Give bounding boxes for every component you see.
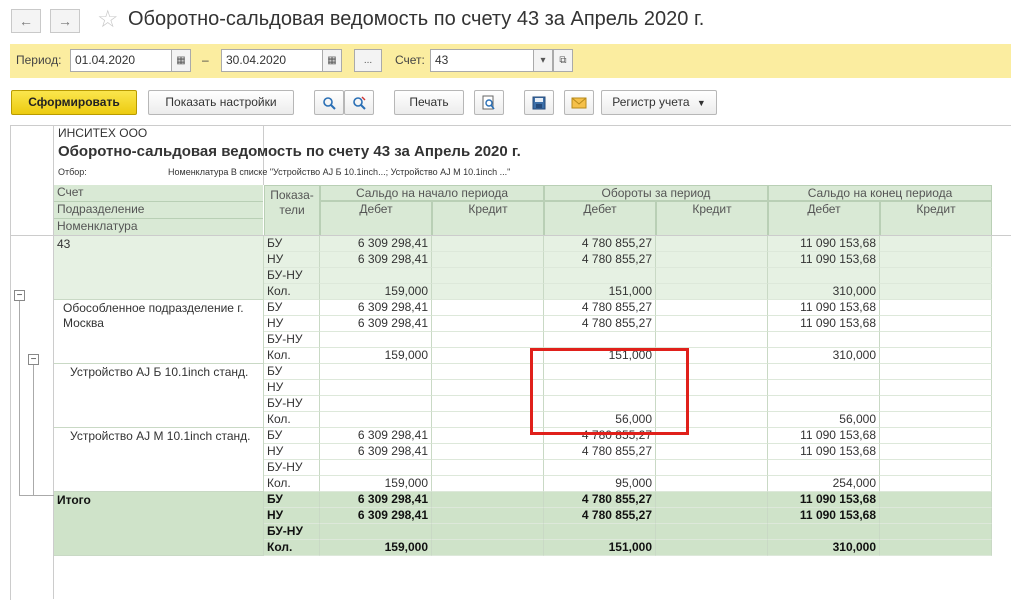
back-arrow-icon: ← — [19, 13, 33, 29]
indicator-cell: БУ — [264, 492, 320, 508]
value-cell — [880, 332, 992, 348]
value-cell — [320, 268, 432, 284]
value-cell: 4 780 855,27 — [544, 492, 656, 508]
value-cell: 6 309 298,41 — [320, 428, 432, 444]
show-settings-button[interactable]: Показать настройки — [148, 90, 294, 115]
value-cell: 11 090 153,68 — [768, 492, 880, 508]
value-cell — [880, 380, 992, 396]
group-label: Устройство AJ М 10.1inch станд. — [54, 428, 264, 492]
value-cell: 6 309 298,41 — [320, 444, 432, 460]
value-cell — [320, 412, 432, 428]
header-closing-debit: Дебет — [768, 201, 880, 236]
value-cell — [432, 316, 544, 332]
value-cell — [432, 380, 544, 396]
value-cell: 310,000 — [768, 284, 880, 300]
header-nomenclature: Номенклатура — [54, 219, 263, 236]
value-cell — [320, 524, 432, 540]
value-cell — [656, 316, 768, 332]
value-cell — [432, 348, 544, 364]
dropdown-arrow-icon: ▾ — [540, 55, 546, 66]
search-cancel-button[interactable] — [344, 90, 374, 115]
value-cell — [880, 444, 992, 460]
value-cell — [432, 476, 544, 492]
header-account: Счет — [54, 185, 263, 202]
value-cell — [432, 412, 544, 428]
value-cell — [432, 396, 544, 412]
highlight-box — [530, 348, 689, 435]
value-cell — [544, 332, 656, 348]
value-cell: 151,000 — [544, 540, 656, 556]
value-cell: 6 309 298,41 — [320, 300, 432, 316]
value-cell — [656, 300, 768, 316]
value-cell — [432, 268, 544, 284]
value-cell: 4 780 855,27 — [544, 236, 656, 252]
open-icon: ⧉ — [559, 55, 567, 66]
organization-name: ИНСИТЕХ ООО — [58, 126, 148, 140]
value-cell: 4 780 855,27 — [544, 508, 656, 524]
value-cell: 11 090 153,68 — [768, 300, 880, 316]
value-cell: 159,000 — [320, 284, 432, 300]
group-label: Обособленное подразделение г. Москва — [54, 300, 264, 364]
print-button[interactable]: Печать — [394, 90, 464, 115]
value-cell — [768, 524, 880, 540]
value-cell — [768, 380, 880, 396]
collapse-toggle-icon[interactable]: − — [28, 354, 39, 365]
value-cell — [880, 460, 992, 476]
value-cell — [880, 300, 992, 316]
indicator-cell: НУ — [264, 380, 320, 396]
value-cell — [432, 492, 544, 508]
header-division: Подразделение — [54, 202, 263, 219]
value-cell — [656, 252, 768, 268]
print-preview-button[interactable] — [474, 90, 504, 115]
value-cell: 11 090 153,68 — [768, 444, 880, 460]
value-cell — [432, 524, 544, 540]
total-group-label: Итого — [54, 492, 264, 556]
indicator-cell: НУ — [264, 252, 320, 268]
value-cell: 11 090 153,68 — [768, 508, 880, 524]
value-cell — [432, 300, 544, 316]
value-cell — [656, 332, 768, 348]
tree-line-inner — [33, 363, 34, 495]
value-cell — [768, 364, 880, 380]
tree-line-outer-foot — [19, 495, 54, 496]
favorite-star-icon[interactable]: ☆ — [97, 6, 119, 33]
value-cell — [320, 332, 432, 348]
value-cell — [432, 460, 544, 476]
value-cell — [768, 460, 880, 476]
header-opening-credit: Кредит — [432, 201, 544, 236]
indicator-cell: БУ-НУ — [264, 460, 320, 476]
value-cell — [880, 412, 992, 428]
generate-button[interactable]: Сформировать — [11, 90, 137, 115]
value-cell: 11 090 153,68 — [768, 316, 880, 332]
value-cell — [320, 364, 432, 380]
header-closing-balance: Сальдо на конец периода — [768, 185, 992, 201]
value-cell: 310,000 — [768, 348, 880, 364]
indicator-cell: БУ — [264, 428, 320, 444]
report-title: Оборотно-сальдовая ведомость по счету 43 за Апрель 2020 г. — [58, 143, 521, 160]
indicator-cell: Кол. — [264, 284, 320, 300]
value-cell: 6 309 298,41 — [320, 316, 432, 332]
back-button[interactable] — [11, 9, 41, 33]
dropdown-arrow-icon: ▼ — [696, 98, 706, 108]
search-icon — [322, 96, 336, 110]
email-button[interactable] — [564, 90, 594, 115]
value-cell: 151,000 — [544, 284, 656, 300]
value-cell: 310,000 — [768, 540, 880, 556]
value-cell — [432, 332, 544, 348]
value-cell — [880, 268, 992, 284]
indicator-cell: НУ — [264, 444, 320, 460]
value-cell: 4 780 855,27 — [544, 252, 656, 268]
value-cell: 95,000 — [544, 476, 656, 492]
value-cell — [320, 380, 432, 396]
value-cell — [656, 508, 768, 524]
value-cell — [656, 236, 768, 252]
value-cell — [880, 492, 992, 508]
accounting-register-label: Регистр учета — [612, 95, 690, 109]
value-cell — [880, 236, 992, 252]
value-cell: 151,000 — [544, 348, 656, 364]
account-open-button[interactable] — [553, 49, 573, 72]
value-cell: 254,000 — [768, 476, 880, 492]
value-cell — [656, 540, 768, 556]
envelope-icon — [571, 97, 587, 109]
value-cell — [656, 284, 768, 300]
calendar-from-button[interactable] — [171, 49, 191, 72]
window-title: Оборотно-сальдовая ведомость по счету 43 за Апрель 2020 г. — [128, 8, 705, 30]
value-cell — [656, 476, 768, 492]
indicator-cell: Кол. — [264, 348, 320, 364]
value-cell — [768, 396, 880, 412]
value-cell — [880, 252, 992, 268]
value-cell — [880, 364, 992, 380]
value-cell — [432, 252, 544, 268]
calendar-icon: ▦ — [327, 55, 337, 66]
value-cell: 11 090 153,68 — [768, 236, 880, 252]
value-cell — [656, 524, 768, 540]
indicator-cell: НУ — [264, 508, 320, 524]
indicator-cell: БУ-НУ — [264, 524, 320, 540]
value-cell: 6 309 298,41 — [320, 492, 432, 508]
value-cell: 11 090 153,68 — [768, 428, 880, 444]
group-label: Устройство AJ Б 10.1inch станд. — [54, 364, 264, 428]
header-turnover-credit: Кредит — [656, 201, 768, 236]
value-cell — [656, 492, 768, 508]
value-cell — [432, 540, 544, 556]
value-cell — [544, 460, 656, 476]
value-cell: 4 780 855,27 — [544, 300, 656, 316]
header-closing-credit: Кредит — [880, 201, 992, 236]
value-cell — [880, 508, 992, 524]
header-opening-balance: Сальдо на начало периода — [320, 185, 544, 201]
filter-value: Номенклатура В списке "Устройство AJ Б 10.1inch...; Устройство AJ М 10.1inch ..." — [168, 167, 511, 177]
period-label: Период: — [16, 53, 62, 67]
value-cell — [432, 364, 544, 380]
value-cell: 4 780 855,27 — [544, 428, 656, 444]
indicator-cell: Кол. — [264, 540, 320, 556]
indicator-cell: БУ — [264, 300, 320, 316]
date-to-input[interactable]: 30.04.2020 — [221, 49, 323, 72]
value-cell: 6 309 298,41 — [320, 508, 432, 524]
value-cell — [320, 460, 432, 476]
accounting-register-button[interactable] — [601, 90, 717, 115]
print-preview-icon — [482, 95, 496, 111]
value-cell — [880, 524, 992, 540]
account-label: Счет: — [395, 53, 425, 67]
search-cancel-icon — [352, 96, 366, 110]
value-cell — [656, 444, 768, 460]
value-cell — [432, 508, 544, 524]
account-input[interactable]: 43 — [430, 49, 534, 72]
indicator-cell: БУ — [264, 364, 320, 380]
period-select-button[interactable]: ... — [354, 49, 382, 72]
calendar-to-button[interactable] — [322, 49, 342, 72]
value-cell: 6 309 298,41 — [320, 236, 432, 252]
header-opening-debit: Дебет — [320, 201, 432, 236]
report-body-divider — [10, 235, 1011, 236]
value-cell: 4 780 855,27 — [544, 444, 656, 460]
value-cell — [432, 444, 544, 460]
indicator-cell: Кол. — [264, 476, 320, 492]
value-cell — [880, 316, 992, 332]
calendar-icon: ▦ — [176, 55, 186, 66]
save-button[interactable] — [524, 90, 554, 115]
value-cell — [880, 396, 992, 412]
value-cell — [544, 524, 656, 540]
value-cell: 4 780 855,27 — [544, 316, 656, 332]
value-cell: 56,000 — [768, 412, 880, 428]
value-cell — [880, 348, 992, 364]
value-cell — [544, 268, 656, 284]
value-cell — [880, 540, 992, 556]
filter-label: Отбор: — [58, 167, 87, 177]
value-cell — [432, 428, 544, 444]
account-dropdown-button[interactable] — [533, 49, 553, 72]
value-cell — [768, 268, 880, 284]
date-from-input[interactable]: 01.04.2020 — [70, 49, 172, 72]
value-cell — [432, 284, 544, 300]
value-cell: 56,000 — [544, 412, 656, 428]
forward-button[interactable] — [50, 9, 80, 33]
value-cell: 159,000 — [320, 348, 432, 364]
value-cell — [656, 268, 768, 284]
value-cell: 159,000 — [320, 476, 432, 492]
value-cell — [656, 460, 768, 476]
search-button[interactable] — [314, 90, 344, 115]
period-dash: – — [202, 53, 209, 67]
forward-arrow-icon: → — [58, 13, 72, 29]
indicator-cell: Кол. — [264, 412, 320, 428]
header-turnover-debit: Дебет — [544, 201, 656, 236]
indicator-cell: БУ-НУ — [264, 332, 320, 348]
group-label: 43 — [54, 236, 264, 300]
value-cell: 159,000 — [320, 540, 432, 556]
value-cell — [320, 396, 432, 412]
value-cell — [880, 284, 992, 300]
indicator-cell: НУ — [264, 316, 320, 332]
header-indicators: Показа- тели — [264, 185, 320, 236]
header-turnover: Обороты за период — [544, 185, 768, 201]
value-cell — [432, 236, 544, 252]
indicator-cell: БУ-НУ — [264, 396, 320, 412]
indicator-cell: БУ — [264, 236, 320, 252]
tree-line-outer — [19, 299, 20, 495]
indicator-cell: БУ-НУ — [264, 268, 320, 284]
save-icon — [532, 96, 546, 110]
collapse-toggle-icon[interactable]: − — [14, 290, 25, 301]
value-cell — [768, 332, 880, 348]
value-cell: 6 309 298,41 — [320, 252, 432, 268]
value-cell: 11 090 153,68 — [768, 252, 880, 268]
value-cell — [880, 428, 992, 444]
value-cell — [880, 476, 992, 492]
